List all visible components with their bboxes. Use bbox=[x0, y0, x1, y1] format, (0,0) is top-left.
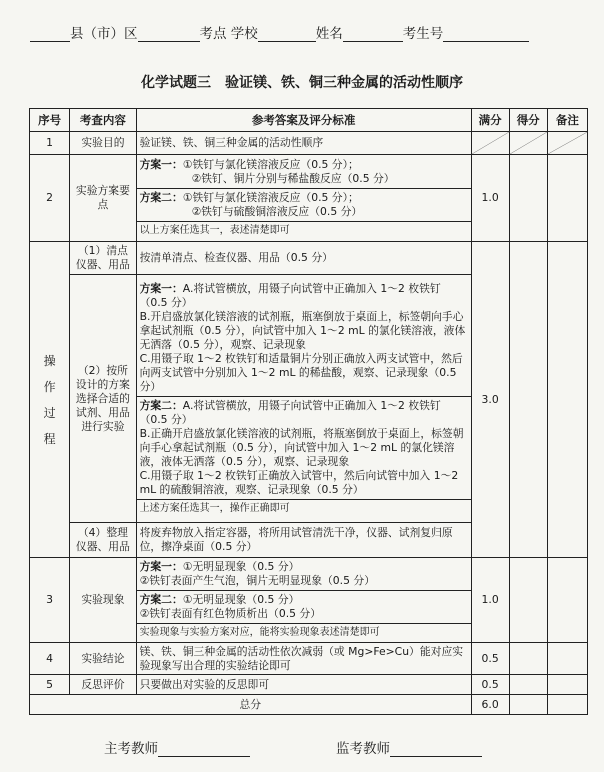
row-answer: 只要做出对实验的反思即可 bbox=[136, 675, 471, 695]
row-no: 1 bbox=[30, 132, 70, 155]
step-one-item: （1）清点仪器、用品 bbox=[70, 242, 136, 275]
plan-one-block bbox=[137, 156, 471, 189]
op-plan-two-step-b: B.正确开启盛放氯化镁溶液的试剂瓶，将瓶塞倒放于桌面上，标签朝向手心拿起试剂瓶（0.5 分），向试管中加入 1～2 mL 的氯化镁溶液，液体无洒落（0.5 分），观察、记录现象 bbox=[139, 426, 464, 468]
total-row bbox=[30, 695, 588, 715]
op-plan-two-label: 方案二： bbox=[139, 398, 183, 412]
row-full-score: 1.0 bbox=[471, 558, 509, 643]
op-plan-note: 上述方案任选其一，操作正确即可 bbox=[139, 502, 290, 514]
row-answer: 验证镁、铁、铜三种金属的活动性顺序 bbox=[136, 132, 471, 155]
phenomenon-plan-two bbox=[137, 591, 471, 624]
phenomenon-note: 实验现象与实验方案对应，能将实验现象表述清楚即可 bbox=[139, 627, 380, 638]
op-plan-one-step-c: C.用镊子取 1～2 枚铁钉和适量铜片分别正确放入两支试管中，然后向两支试管中分别加入 1～2 mL 的稀盐酸，观察、记录现象（0.5 分） bbox=[139, 351, 463, 393]
op-plan-two-step-a: A.将试管横放，用镊子向试管中正确加入 1～2 枚铁钉（0.5 分） bbox=[139, 398, 441, 426]
name-label: 姓名 bbox=[315, 26, 343, 42]
plan-two-block bbox=[137, 189, 471, 222]
monitor-examiner-blank[interactable] bbox=[390, 742, 482, 757]
op-plan-two-block bbox=[137, 397, 471, 500]
row-item: 反思评价 bbox=[70, 675, 136, 695]
total-remark-cell[interactable] bbox=[547, 695, 587, 715]
chief-examiner-blank[interactable] bbox=[158, 742, 250, 757]
disabled-cell bbox=[547, 132, 587, 155]
table-row bbox=[30, 643, 588, 675]
phenomenon-plan-two-a: ①无明显现象（0.5 分） bbox=[182, 593, 300, 606]
col-header-score: 得分 bbox=[509, 109, 547, 132]
county-label: 县（市）区 bbox=[70, 26, 138, 42]
step-one-answer: 按清单清点、检查仪器、用品（0.5 分） bbox=[136, 242, 471, 275]
col-header-item: 考查内容 bbox=[70, 109, 136, 132]
row-item: 实验现象 bbox=[70, 558, 136, 643]
plan-two-step-b: ②铁钉与硫酸铜溶液反应（0.5 分） bbox=[191, 205, 363, 218]
school-blank[interactable] bbox=[258, 27, 316, 42]
row-no: 3 bbox=[30, 558, 70, 643]
plan-one-step-a: ①铁钉与氯化镁溶液反应（0.5 分）； bbox=[182, 158, 359, 171]
plan-one-step-b: ②铁钉、铜片分别与稀盐酸反应（0.5 分） bbox=[191, 172, 395, 185]
plan-two-step-a: ①铁钉与氯化镁溶液反应（0.5 分）； bbox=[182, 191, 359, 204]
op-plan-one-step-a: A.将试管横放，用镊子向试管中正确加入 1～2 枚铁钉（0.5 分） bbox=[139, 281, 441, 309]
site-blank[interactable] bbox=[138, 27, 200, 42]
step-four-item: （4）整理仪器、用品 bbox=[70, 523, 136, 558]
score-cell[interactable] bbox=[509, 155, 547, 242]
score-cell[interactable] bbox=[509, 242, 547, 558]
row-answer: 镁、铁、铜三种金属的活动性依次减弱（或 Mg>Fe>Cu）能对应实验现象写出合理的实验结论即可 bbox=[136, 643, 471, 675]
row-item: 实验结论 bbox=[70, 643, 136, 675]
score-cell[interactable] bbox=[509, 558, 547, 643]
phenomenon-plan-two-b: ②铁钉表面有红色物质析出（0.5 分） bbox=[139, 607, 322, 620]
operation-process-label bbox=[30, 242, 70, 558]
row-answer bbox=[136, 155, 471, 242]
total-full-score: 6.0 bbox=[471, 695, 509, 715]
disabled-cell bbox=[509, 132, 547, 155]
row-item: 实验目的 bbox=[70, 132, 136, 155]
county-blank[interactable] bbox=[30, 27, 70, 42]
op-char: 作 bbox=[43, 379, 56, 394]
score-cell[interactable] bbox=[509, 675, 547, 695]
row-no: 4 bbox=[30, 643, 70, 675]
phenomenon-plan-two-label: 方案二： bbox=[139, 593, 183, 606]
operation-full-score: 3.0 bbox=[471, 242, 509, 558]
col-header-answer: 参考答案及评分标准 bbox=[136, 109, 471, 132]
row-answer bbox=[136, 558, 471, 643]
op-char: 操 bbox=[43, 353, 56, 368]
exam-no-label: 考生号 bbox=[402, 26, 444, 42]
op-plan-one-block bbox=[137, 280, 471, 397]
signature-line bbox=[104, 737, 584, 757]
name-blank[interactable] bbox=[343, 27, 403, 42]
phenomenon-plan-one-b: ②铁钉表面产生气泡，铜片无明显现象（0.5 分） bbox=[139, 574, 375, 587]
row-no: 5 bbox=[30, 675, 70, 695]
plan-note: 以上方案任选其一，表述清楚即可 bbox=[139, 225, 290, 236]
op-plan-one-label: 方案一： bbox=[139, 281, 183, 295]
remark-cell[interactable] bbox=[547, 155, 587, 242]
monitor-examiner-label: 监考教师 bbox=[336, 741, 390, 757]
col-header-full-score: 满分 bbox=[471, 109, 509, 132]
row-full-score: 0.5 bbox=[471, 675, 509, 695]
remark-cell[interactable] bbox=[547, 558, 587, 643]
op-plan-one-step-b: B.开启盛放氯化镁溶液的试剂瓶，瓶塞倒放于桌面上，标签朝向手心拿起试剂瓶（0.5 分），向试管中加入 1～2 mL 的氯化镁溶液，液体无洒落（0.5 分），观察、记录现象 bbox=[139, 309, 466, 351]
total-label: 总分 bbox=[30, 695, 472, 715]
total-score-cell[interactable] bbox=[509, 695, 547, 715]
table-row bbox=[30, 242, 588, 275]
col-header-no: 序号 bbox=[30, 109, 70, 132]
op-char: 过 bbox=[43, 405, 56, 420]
table-header-row bbox=[30, 109, 588, 132]
candidate-info-line bbox=[30, 22, 590, 42]
exam-no-blank[interactable] bbox=[443, 27, 529, 42]
remark-cell[interactable] bbox=[547, 242, 587, 558]
op-char: 程 bbox=[43, 431, 56, 446]
remark-cell[interactable] bbox=[547, 675, 587, 695]
scoring-table bbox=[29, 108, 588, 715]
col-header-remark: 备注 bbox=[547, 109, 587, 132]
phenomenon-plan-one-a: ①无明显现象（0.5 分） bbox=[182, 560, 300, 573]
plan-one-label: 方案一： bbox=[139, 158, 183, 171]
remark-cell[interactable] bbox=[547, 643, 587, 675]
row-full-score: 0.5 bbox=[471, 643, 509, 675]
table-row bbox=[30, 132, 588, 155]
table-row bbox=[30, 558, 588, 643]
phenomenon-plan-one-label: 方案一： bbox=[139, 560, 183, 573]
step-two-answer bbox=[136, 275, 471, 523]
row-item: 实验方案要点 bbox=[70, 155, 136, 242]
row-no: 2 bbox=[30, 155, 70, 242]
plan-two-label: 方案二： bbox=[139, 191, 183, 204]
table-row bbox=[30, 155, 588, 242]
row-full-score: 1.0 bbox=[471, 155, 509, 242]
table-row bbox=[30, 675, 588, 695]
page-title: 化学试题三 验证镁、铁、铜三种金属的活动性顺序 bbox=[141, 75, 463, 91]
step-four-answer: 将废弃物放入指定容器，将所用试管清洗干净，仪器、试剂复归原位，擦净桌面（0.5 分） bbox=[136, 523, 471, 558]
site-school-label: 考点 学校 bbox=[199, 26, 258, 42]
disabled-cell bbox=[471, 132, 509, 155]
score-cell[interactable] bbox=[509, 643, 547, 675]
step-two-item: （2）按所设计的方案选择合适的试剂、用品进行实验 bbox=[70, 275, 136, 523]
chief-examiner-label: 主考教师 bbox=[104, 741, 158, 757]
phenomenon-plan-one bbox=[137, 558, 471, 591]
op-plan-two-step-c: C.用镊子取 1～2 枚铁钉正确放入试管中，然后向试管中加入 1～2 mL 的硫酸铜溶液，观察、记录现象（0.5 分） bbox=[139, 468, 459, 496]
